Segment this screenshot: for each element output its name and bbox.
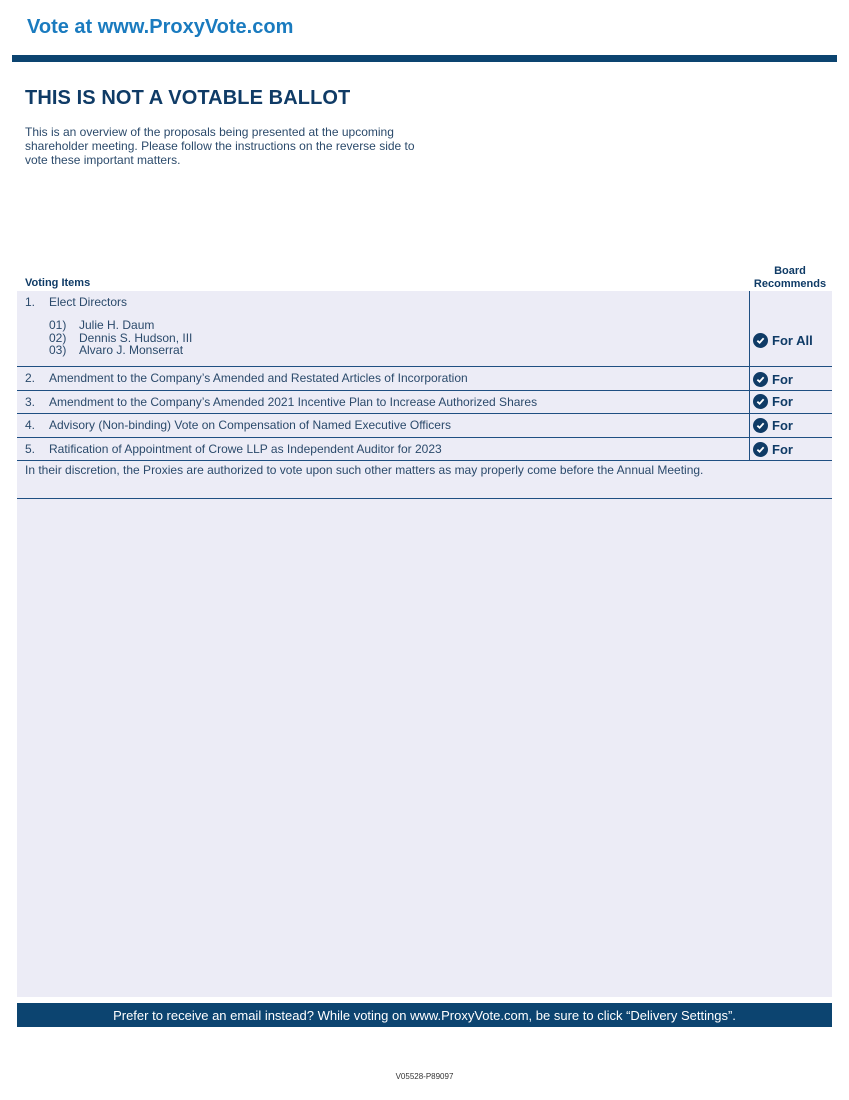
nominee-list: [49, 319, 192, 357]
item-number: 5.: [25, 442, 36, 456]
item-text: [25, 395, 745, 409]
voting-item-row: [17, 291, 832, 367]
check-circle-icon: [753, 333, 768, 348]
column-divider: [749, 438, 750, 460]
nominee: 02) Dennis S. Hudson, III: [49, 330, 193, 345]
item-label: Elect Directors: [49, 295, 128, 309]
item-number: 2.: [25, 371, 36, 385]
board-header-line2: Recommends: [753, 278, 827, 290]
board-header-line1: Board: [774, 265, 806, 277]
recommendation: For: [753, 394, 793, 409]
voting-item-row: [17, 414, 832, 438]
voting-item-row: [17, 391, 832, 414]
item-label: Ratification of Appointment of Crowe LLP as Independent Auditor for 2023: [49, 442, 442, 456]
recommendation: For: [753, 442, 793, 457]
document-code: V05528-P89097: [395, 1072, 454, 1081]
item-text: [25, 371, 745, 385]
check-circle-icon: [753, 442, 768, 457]
banner-text: Prefer to receive an email instead? While voting on www.ProxyVote.com, be sure to click “Delivery Settings”.: [113, 1007, 736, 1023]
nominee: 01) Julie H. Daum: [49, 318, 155, 332]
table-header: [17, 264, 832, 291]
item-text: [25, 442, 745, 456]
recommendation: For: [753, 418, 793, 433]
proxyvote-link[interactable]: Vote at www.ProxyVote.com: [27, 16, 294, 38]
item-text: [25, 295, 745, 309]
item-label: Amendment to the Company’s Amended 2021 Incentive Plan to Increase Authorized Shares: [49, 395, 538, 409]
recommendation: For All: [753, 333, 813, 348]
item-number: 1.: [25, 295, 36, 309]
check-circle-icon: [753, 394, 768, 409]
column-divider: [749, 391, 750, 413]
board-recommends-header: [749, 265, 831, 291]
voting-item-row: [17, 367, 832, 391]
column-divider: [749, 367, 750, 390]
page-title: THIS IS NOT A VOTABLE BALLOT: [25, 87, 351, 109]
email-delivery-banner: [17, 1003, 832, 1027]
item-text: [25, 418, 745, 432]
discretion-note-row: [17, 461, 832, 499]
column-divider: [749, 291, 750, 366]
item-number: 4.: [25, 418, 36, 432]
item-label: Advisory (Non-binding) Vote on Compensation of Named Executive Officers: [49, 418, 451, 432]
voting-item-row: [17, 438, 832, 461]
item-number: 3.: [25, 395, 36, 409]
intro-text: This is an overview of the proposals being presented at the upcoming shareholder meeting. Please follow the instructions on the reverse side to vote these important matters.: [25, 125, 415, 167]
check-circle-icon: [753, 418, 768, 433]
item-label: Amendment to the Company’s Amended and Restated Articles of Incorporation: [49, 371, 468, 385]
discretion-note: In their discretion, the Proxies are authorized to vote upon such other matters as may properly come before the Annual Meeting.: [25, 463, 704, 477]
voting-items-panel: [17, 291, 832, 997]
recommendation: For: [753, 372, 793, 387]
header-rule: [12, 55, 837, 62]
voting-items-header: Voting Items: [25, 277, 91, 289]
column-divider: [749, 414, 750, 437]
check-circle-icon: [753, 372, 768, 387]
nominee: 03) Alvaro J. Monserrat: [49, 343, 184, 357]
